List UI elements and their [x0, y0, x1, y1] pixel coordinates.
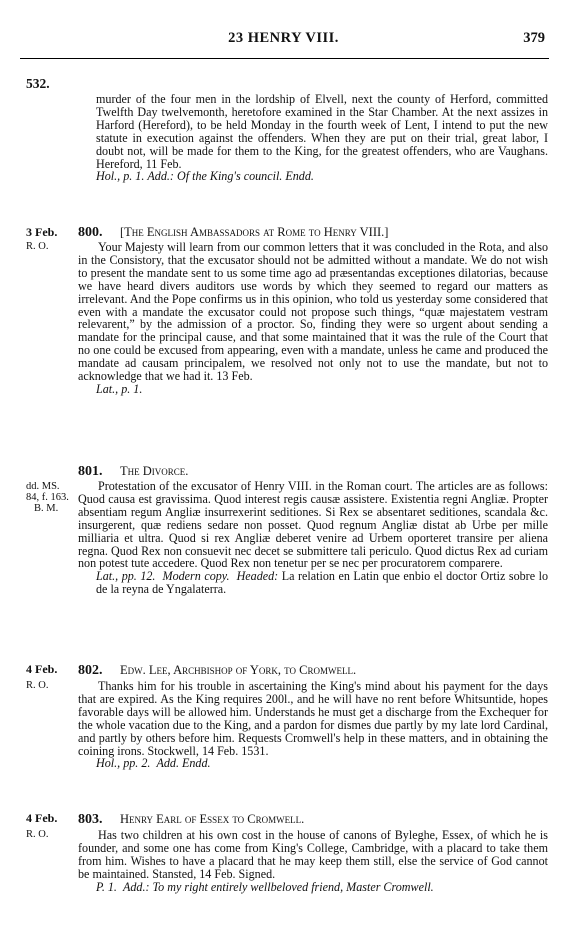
header-rule [20, 58, 549, 59]
entry-source: R. O. [26, 241, 49, 252]
entry-paragraph: Protestation of the excusator of Henry VIII. in the Roman court. The articles are as follows: Quod causa est gravissima. Quod interest regis causæ assistere. Existentia regni Angliæ. Propter absentiam regum Angliæ insurrexerint seditiones. Si Rex se absentaret seditiones, scandala &c. insurgerent, quæ rediens sedare non posset. Quod regnum Angliæ distat ab Urbe per mille milliaria et ultra. Quod si rex Angliæ deberet venire ad Urbem oporteret transire per aliena regna. Quod Rex non consuevit nec decet se submittere tali periculo. Quod dictus Rex ad curiam non potest tute accedere. Quod Rex non tenetur per se nec per procuratorem comparere. [78, 479, 548, 571]
entry-paragraph: Thanks him for his trouble in ascertaining the King's mind about his payment for the days that are expired. As the King requires 200l., and he will have no rent before Whitsuntide, hopes favorable days will be allowed him. Understands he must get a discharge from the Exchequer for the whole vacation due to the King, and a pardon for dismes due partly by my late lord Cardinal, and partly by others before him. Requests Cromwell's help in these matters, and in obtaining the coining irons. Stockwell, 14 Feb. 1531. [78, 679, 548, 758]
entry-number: 802. [78, 663, 103, 678]
entry-heading: The Divorce. [120, 464, 189, 478]
entry-532-body [96, 93, 548, 183]
entry-source: R. O. [26, 829, 49, 840]
entry-paragraph: Your Majesty will learn from our common letters that it was concluded in the Rota, and also in the Consistory, that the excusator should not be admitted without a mandate. We do not wish to present the mandate sent to us some time ago ad præsentandas exceptiones dilatorias, because we have heard divers auditors use words by which they seemed to regard our matters as irrelevant. And the Pope confirms us in this opinion, who told us yesterday some considered that even with a mandate the excusator could not propose such things, “quæ majestatem vestram relevarent,” by the admission of a proctor. So, finding they were so urgent about sending a mandate for the principal cause, and that some maintained that it was the rule of the Court that no one could be excused from appearing, even with a mandate, unless he came and produced the mandate ad causam principalem, we resolved not only not to use the mandate, but not to acknowledge that we had it. 13 Feb. [78, 240, 548, 384]
entry-meta [78, 881, 548, 894]
entry-meta-address: Add.: To my right entirely wellbeloved friend, Master Cromwell. [123, 879, 434, 894]
entry-802-body [78, 680, 548, 770]
entry-heading: Edw. Lee, Archbishop of York, to Cromwell. [120, 663, 357, 677]
entry-meta-size: Hol., p. 1. [96, 169, 145, 184]
entry-source-line: 84, f. 163. [26, 492, 69, 503]
entry-paragraph: Has two children at his own cost in the house of canons of Byleghe, Essex, of which he is founder, and some one has come from King's College, Cambridge, with a placard to take them from him. Wishes to have a placard that he may keep them still, else the service of God cannot be maintained. Stansted, 14 Feb. Signed. [78, 828, 548, 881]
entry-date: 4 Feb. [26, 662, 58, 676]
entry-meta-address: Add. Endd. [156, 756, 211, 771]
entry-803-body [78, 829, 548, 894]
entry-source: R. O. [26, 680, 49, 691]
entry-meta [78, 383, 548, 396]
entry-meta [96, 170, 548, 183]
entry-800-body [78, 241, 548, 396]
entry-meta-size: P. 1. [96, 879, 117, 894]
entry-heading: [The English Ambassadors at Rome to Henry VIII.] [120, 225, 389, 239]
entry-meta-size: Lat., pp. 12. [96, 569, 156, 584]
entry-date: 3 Feb. [26, 225, 58, 239]
entry-paragraph: murder of the four men in the lordship of Elvell, next the county of Herford, committed Twelfth Day twelvemonth, heretofore examined in the Star Chamber. At the next assizes in Harford (Hereford), to be held Monday in the fourth week of Lent, I intend to put the new statute in execution against the offenders. When they are put on their trial, great labor, I doubt not, will be made for them to the King, for the greatest offenders, who are Vaughans. Hereford, 11 Feb. [96, 92, 548, 171]
entry-heading: Henry Earl of Essex to Cromwell. [120, 812, 305, 826]
entry-number: 803. [78, 812, 103, 827]
entry-meta-size: Hol., pp. 2. [96, 756, 151, 771]
running-header [0, 30, 567, 48]
entry-source-line: dd. MS. [26, 481, 60, 492]
entry-meta-size: Lat., p. 1. [96, 381, 143, 396]
page-number: 379 [523, 30, 545, 46]
entry-meta-headed: La relation en Latin que enbio el doctor Ortiz sobre lo de la reyna de Yngalaterra. [96, 569, 548, 597]
entry-801-body [78, 480, 548, 596]
entry-number: 801. [78, 464, 103, 479]
entry-source-line: B. M. [34, 503, 59, 514]
entry-date: 4 Feb. [26, 811, 58, 825]
entry-meta-headed-label: Headed: [236, 569, 279, 584]
page-header-title: 23 HENRY VIII. [228, 30, 339, 46]
entry-number: 532. [26, 76, 50, 91]
entry-number: 800. [78, 225, 103, 240]
entry-meta [78, 570, 548, 596]
entry-meta-copy: Modern copy. [162, 569, 230, 584]
entry-meta-address: Add.: Of the King's council. Endd. [147, 169, 314, 184]
entry-meta [78, 757, 548, 770]
